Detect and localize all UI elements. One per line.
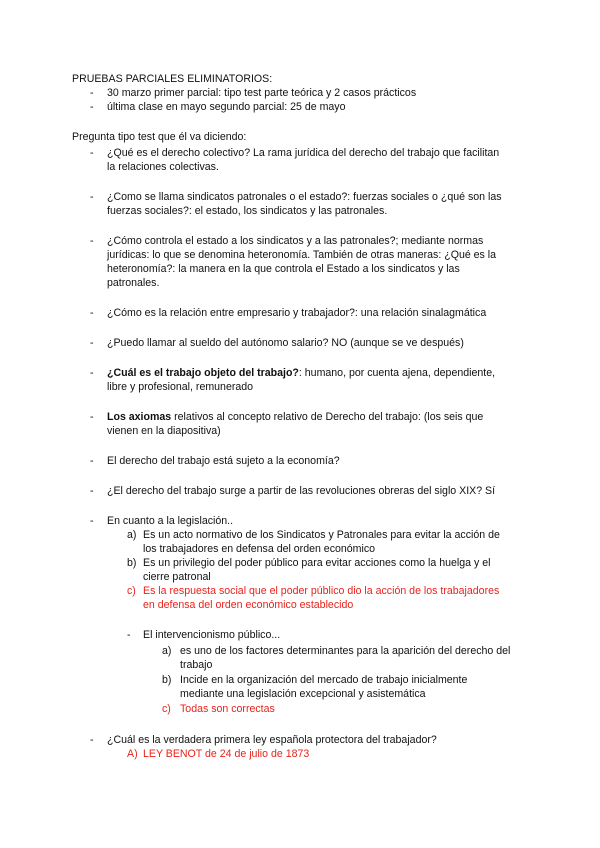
bullet-dash: -	[90, 411, 94, 423]
bullet-dash: -	[90, 191, 94, 203]
bold-term: ¿Cuál es el trabajo objeto del trabajo?	[107, 367, 299, 379]
question-text: : humano, por cuenta ajena, dependiente,	[298, 367, 496, 379]
intro-text: Pregunta tipo test que él va diciendo:	[72, 131, 247, 143]
question-text: relativos al concepto relativo de Derecho del trabajo: (los seis que	[171, 411, 484, 423]
question-line: heteronomía?: la manera en la que controla el Estado a los sindicatos y las	[107, 263, 460, 275]
question-line: ¿Como se llama sindicatos patronales o el estado?: fuerzas sociales o ¿qué son las	[107, 191, 502, 203]
question-line: fuerzas sociales?: el estado, los sindicatos y las patronales.	[107, 205, 388, 217]
option-line: cierre patronal	[143, 571, 211, 583]
bullet-dash: -	[90, 87, 94, 99]
question-line: libre y profesional, remunerado	[107, 381, 254, 393]
question-line	[107, 366, 495, 380]
option-letter: b)	[127, 557, 137, 569]
answer-text: LEY BENOT de 24 de julio de 1873	[143, 748, 310, 760]
option-line-correct: Es la respuesta social que el poder público dio la acción de los trabajadores	[143, 585, 500, 597]
option-line: Es un acto normativo de los Sindicatos y Patronales para evitar la acción de	[143, 529, 500, 541]
bullet-dash: -	[90, 307, 94, 319]
question-line: jurídicas: lo que se denomina heteronomía. También de otras maneras: ¿Qué es la	[107, 249, 497, 261]
question-line: ¿Cómo controla el estado a los sindicatos y a las patronales?; mediante normas	[107, 235, 484, 247]
option-line: Incide en la organización del mercado de trabajo inicialmente	[180, 674, 468, 686]
bullet-dash: -	[90, 337, 94, 349]
question-line: ¿Qué es el derecho colectivo? La rama jurídica del derecho del trabajo que facilitan	[107, 147, 500, 159]
option-letter: a)	[127, 529, 137, 541]
bullet-dash: -	[90, 455, 94, 467]
option-line: Es un privilegio del poder público para evitar acciones como la huelga y el	[143, 557, 491, 569]
bullet-dash: -	[90, 101, 94, 113]
bullet-dash: -	[90, 485, 94, 497]
option-line: trabajo	[180, 659, 213, 671]
bullet-dash: -	[90, 367, 94, 379]
question-line	[107, 410, 483, 424]
question-line: ¿Cuál es la verdadera primera ley española protectora del trabajador?	[107, 734, 437, 746]
option-line: mediante una legislación excepcional y asistemática	[180, 688, 426, 700]
option-line-correct: Todas son correctas	[180, 703, 275, 715]
question-line: ¿Puedo llamar al sueldo del autónomo salario? NO (aunque se ve después)	[107, 337, 464, 349]
bullet-dash: -	[127, 629, 131, 641]
option-letter-correct: c)	[127, 585, 136, 597]
question-line: ¿El derecho del trabajo surge a partir de las revoluciones obreras del siglo XIX? Sí	[107, 485, 496, 497]
question-line: El derecho del trabajo está sujeto a la economía?	[107, 455, 340, 467]
bullet-dash: -	[90, 147, 94, 159]
exam-item: 30 marzo primer parcial: tipo test parte teórica y 2 casos prácticos	[107, 87, 417, 99]
option-letter: a)	[162, 645, 172, 657]
bullet-dash: -	[90, 734, 94, 746]
question-line: patronales.	[107, 277, 160, 289]
section-title: PRUEBAS PARCIALES ELIMINATORIOS:	[72, 73, 273, 85]
option-line-correct: en defensa del orden económico establecido	[143, 599, 354, 611]
sub-question: El intervencionismo público...	[143, 629, 281, 641]
option-letter-correct: c)	[162, 703, 171, 715]
bullet-dash: -	[90, 515, 94, 527]
question-line: En cuanto a la legislación..	[107, 515, 234, 527]
option-line: es uno de los factores determinantes para la aparición del derecho del	[180, 645, 511, 657]
exam-item: última clase en mayo segundo parcial: 25 de mayo	[107, 101, 346, 113]
question-line: la relaciones colectivas.	[107, 161, 219, 173]
bullet-dash: -	[90, 235, 94, 247]
option-letter: b)	[162, 674, 172, 686]
bold-term: Los axiomas	[107, 411, 172, 423]
answer-letter: A)	[127, 748, 138, 760]
question-line: ¿Cómo es la relación entre empresario y trabajador?: una relación sinalagmática	[107, 307, 487, 319]
question-line: vienen en la diapositiva)	[107, 425, 221, 437]
option-line: los trabajadores en defensa del orden económico	[143, 543, 376, 555]
